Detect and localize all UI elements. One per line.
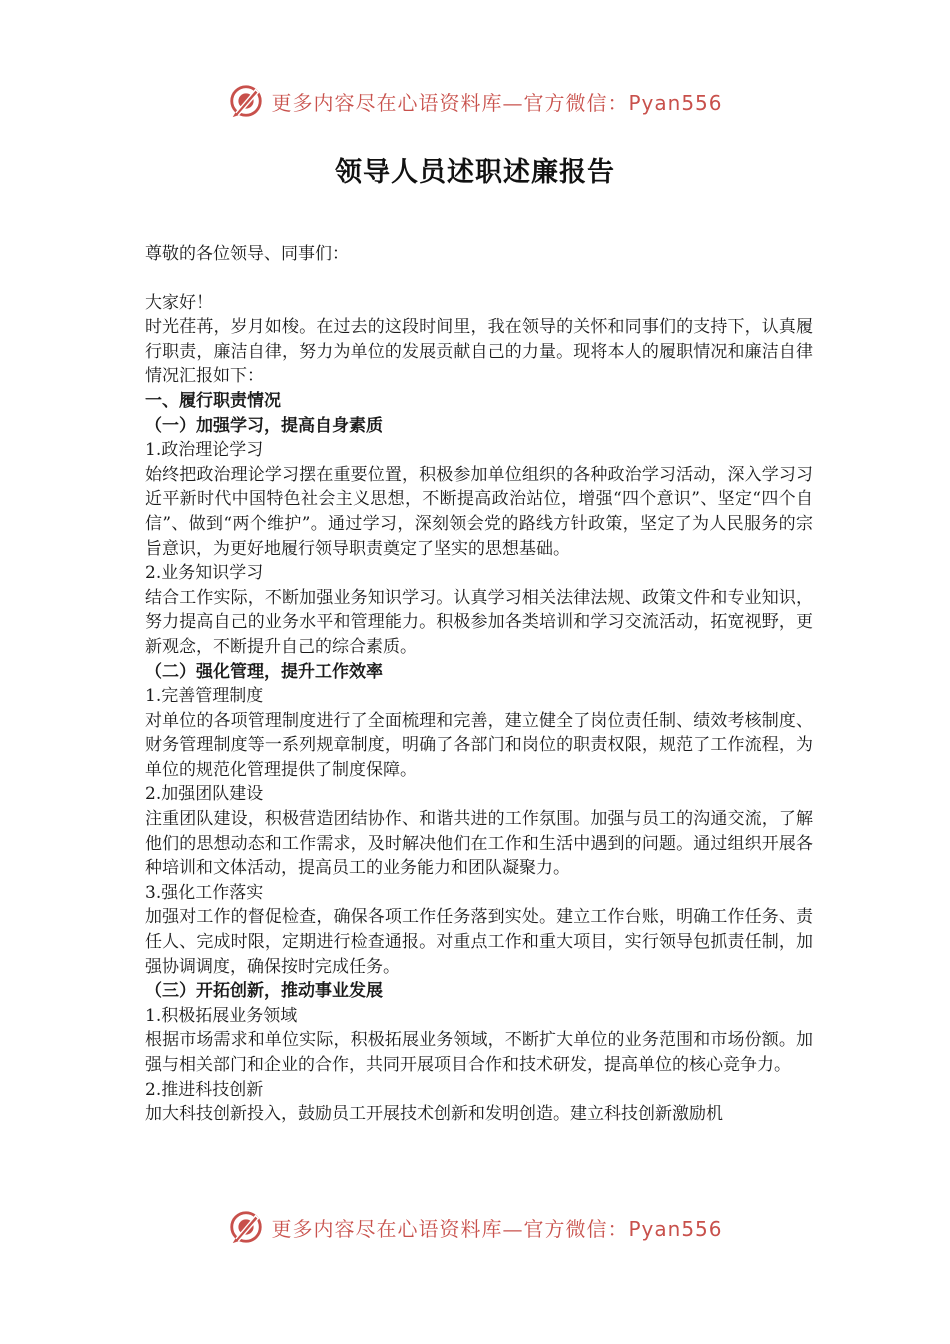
document-body (145, 242, 813, 1127)
subsection-heading: （一）加强学习，提高自身素质 (145, 415, 383, 436)
item-title: 3.强化工作落实 (145, 882, 264, 903)
pen-logo-icon (227, 82, 265, 120)
wechat-id: Pyan556 (628, 90, 723, 115)
pen-logo-icon (227, 1208, 265, 1246)
paragraph: 根据市场需求和单位实际，积极拓展业务领域，不断扩大单位的业务范围和市场份额。加强与相关部门和企业的合作，共同开展项目合作和技术研发，提高单位的核心竞争力。 (145, 1030, 813, 1075)
footer-banner (0, 1208, 950, 1246)
item-title: 1.完善管理制度 (145, 686, 264, 707)
item-title: 2.业务知识学习 (145, 563, 264, 584)
greeting: 大家好！ (145, 292, 213, 313)
intro-paragraph: 时光荏苒，岁月如梭。在过去的这段时间里，我在领导的关怀和同事们的支持下，认真履行职责，廉洁自律，努力为单位的发展贡献自己的力量。现将本人的履职情况和廉洁自律情况汇报如下： (145, 317, 813, 387)
paragraph: 始终把政治理论学习摆在重要位置，积极参加单位组织的各种政治学习活动，深入学习习近平新时代中国特色社会主义思想，不断提高政治站位，增强“四个意识”、坚定“四个自信”、做到“两个维护”。通过学习，深刻领会党的路线方针政策，坚定了为人民服务的宗旨意识，为更好地履行领导职责奠定了坚实的思想基础。 (145, 464, 813, 559)
paragraph: 注重团队建设，积极营造团结协作、和谐共进的工作氛围。加强与员工的沟通交流，了解他们的思想动态和工作需求，及时解决他们在工作和生活中遇到的问题。通过组织开展各种培训和文体活动，提高员工的业务能力和团队凝聚力。 (145, 809, 813, 879)
wechat-id: Pyan556 (628, 1216, 723, 1241)
section-heading: 一、履行职责情况 (145, 390, 281, 411)
paragraph: 结合工作实际，不断加强业务知识学习。认真学习相关法律法规、政策文件和专业知识，努力提高自己的业务水平和管理能力。积极参加各类培训和学习交流活动，拓宽视野，更新观念，不断提升自己的综合素质。 (145, 587, 813, 657)
paragraph: 加强对工作的督促检查，确保各项工作任务落到实处。建立工作台账，明确工作任务、责任人、完成时限，定期进行检查通报。对重点工作和重大项目，实行领导包抓责任制，加强协调调度，确保按时完成任务。 (145, 907, 813, 977)
banner-text: 更多内容尽在心语资料库—官方微信：Pyan556 (271, 90, 723, 115)
salutation: 尊敬的各位领导、同事们： (145, 244, 349, 264)
item-title: 2.加强团队建设 (145, 784, 264, 805)
item-title: 2.推进科技创新 (145, 1079, 264, 1100)
item-title: 1.积极拓展业务领域 (145, 1005, 298, 1026)
paragraph: 加大科技创新投入，鼓励员工开展技术创新和发明创造。建立科技创新激励机 (145, 1104, 723, 1125)
item-title: 1.政治理论学习 (145, 440, 264, 461)
header-banner (0, 82, 950, 120)
subsection-heading: （三）开拓创新，推动事业发展 (145, 981, 383, 1002)
paragraph: 对单位的各项管理制度进行了全面梳理和完善，建立健全了岗位责任制、绩效考核制度、财务管理制度等一系列规章制度，明确了各部门和岗位的职责权限，规范了工作流程，为单位的规范化管理提供了制度保障。 (145, 710, 813, 780)
subsection-heading: （二）强化管理，提升工作效率 (145, 661, 383, 682)
banner-text: 更多内容尽在心语资料库—官方微信：Pyan556 (271, 1216, 723, 1241)
document-title: 领导人员述职述廉报告 (335, 157, 615, 188)
